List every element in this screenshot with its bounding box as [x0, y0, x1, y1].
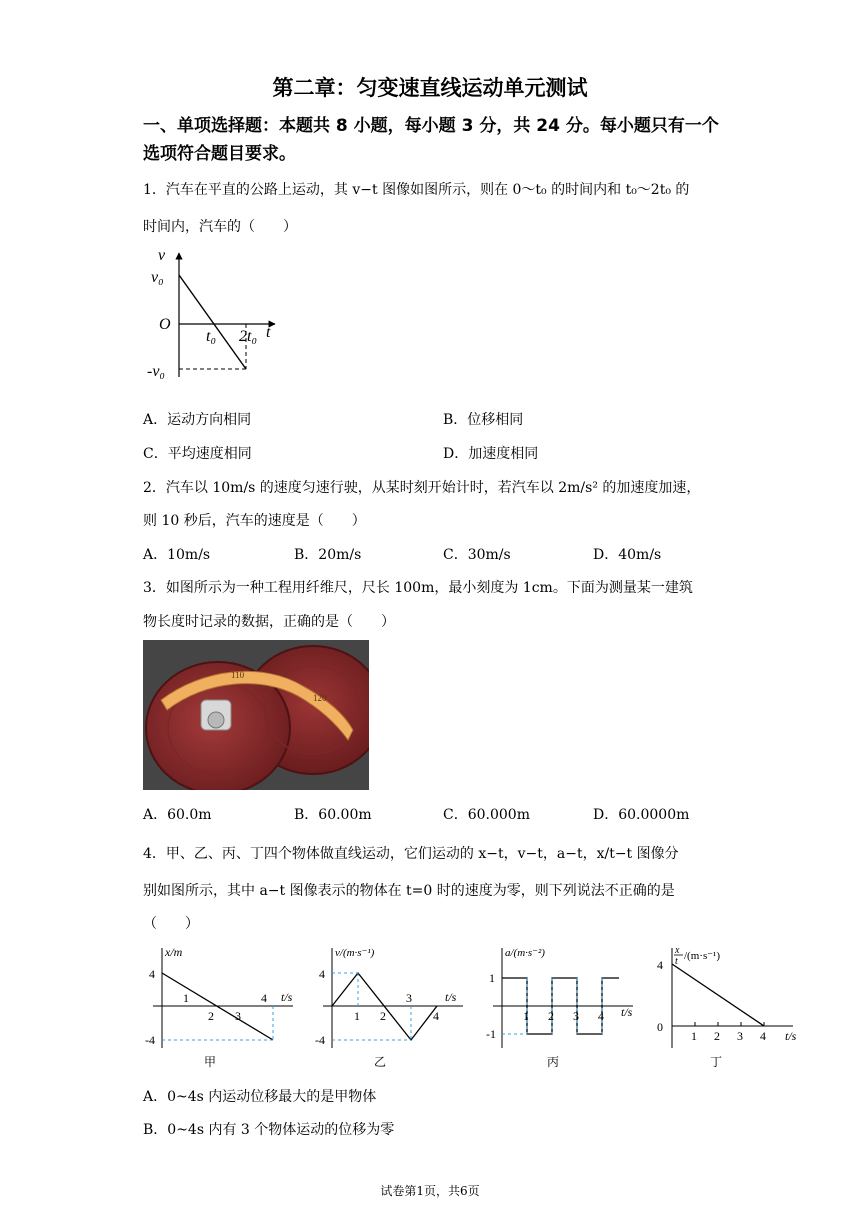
- q1-option-c[interactable]: C．平均速度相同: [143, 446, 252, 462]
- bing-xtick-1: 1: [523, 1009, 529, 1023]
- q1-option-b[interactable]: B．位移相同: [443, 412, 524, 428]
- ding-ylabel-num: x: [675, 945, 680, 956]
- t-label: t: [266, 324, 271, 341]
- question-1-line1: 1．汽车在平直的公路上运动，其 v−t 图像如图所示，则在 0～t₀ 的时间内和 t₀～2t₀ 的: [143, 182, 690, 198]
- bing-xtick-2: 2: [548, 1009, 554, 1023]
- jia-xtick-4: 4: [261, 991, 267, 1005]
- question-3-line2: 物长度时记录的数据，正确的是（ ）: [143, 614, 395, 630]
- ding-xlabel: t/s: [785, 1029, 797, 1043]
- yi-xtick-3: 3: [406, 991, 412, 1005]
- q2-option-d[interactable]: D．40m/s: [593, 547, 662, 563]
- graph-ding-xtt: [653, 942, 813, 1072]
- v0-label: v₀: [151, 269, 164, 286]
- jia-xtick-2: 2: [208, 1009, 214, 1023]
- graph-bing-at: [483, 942, 643, 1072]
- q2-option-b[interactable]: B．20m/s: [294, 547, 362, 563]
- ding-xtick-3: 3: [737, 1029, 743, 1043]
- ding-ytick-4: 4: [657, 958, 663, 972]
- origin-label: O: [159, 316, 171, 333]
- q4-option-a[interactable]: A．0~4s 内运动位移最大的是甲物体: [143, 1089, 377, 1105]
- 2t0-label: 2t₀: [239, 328, 258, 345]
- q3-option-b[interactable]: B．60.00m: [294, 807, 372, 823]
- question-2-line1: 2．汽车以 10m/s 的速度匀速行驶，从某时刻开始计时，若汽车以 2m/s² 的加速度加速，: [143, 480, 701, 496]
- vt-line: [179, 275, 246, 369]
- jia-ytick-4: 4: [149, 967, 155, 981]
- jia-xlabel: t/s: [281, 990, 293, 1004]
- q1-option-d[interactable]: D．加速度相同: [443, 446, 539, 462]
- graph-jia-xt: [143, 942, 303, 1072]
- ding-ytick-0: 0: [657, 1020, 663, 1034]
- question-1-line2: 时间内，汽车的（ ）: [143, 219, 297, 235]
- section-heading-line2: 选项符合题目要求。: [143, 144, 296, 164]
- jia-xtick-1: 1: [183, 991, 189, 1005]
- bing-name: 丙: [547, 1055, 560, 1069]
- bing-xlabel: t/s: [621, 1005, 633, 1019]
- v-label: v: [158, 247, 166, 264]
- q3-option-d[interactable]: D．60.0000m: [593, 807, 690, 823]
- jia-ytick-neg4: -4: [145, 1033, 155, 1047]
- q3-option-a[interactable]: A．60.0m: [143, 807, 212, 823]
- question-4-line3: （ ）: [143, 916, 199, 932]
- tape-mark-120: 120: [313, 693, 327, 703]
- jia-ylabel: x/m: [165, 945, 183, 959]
- page-footer: 试卷第1页，共6页: [380, 1184, 480, 1198]
- ding-ylabel-den: t: [675, 956, 678, 967]
- yi-ytick-neg4: -4: [315, 1033, 325, 1047]
- q4-option-b[interactable]: B．0~4s 内有 3 个物体运动的位移为零: [143, 1122, 395, 1138]
- question-2-line2: 则 10 秒后，汽车的速度是（ ）: [143, 513, 366, 529]
- bing-ytick-1: 1: [489, 971, 495, 985]
- yi-xlabel: t/s: [445, 990, 457, 1004]
- ding-xtick-1: 1: [691, 1029, 697, 1043]
- page-title: 第二章：匀变速直线运动单元测试: [272, 76, 588, 100]
- q2-option-c[interactable]: C．30m/s: [443, 547, 511, 563]
- jia-xtick-3: 3: [235, 1009, 241, 1023]
- yi-xtick-4: 4: [433, 1009, 439, 1023]
- tape-measure-illustration: [143, 640, 369, 790]
- yi-ytick-4: 4: [319, 967, 325, 981]
- ding-ylabel-unit: /(m·s⁻¹): [684, 950, 720, 962]
- yi-xtick-2: 2: [380, 1009, 386, 1023]
- bing-ylabel: a/(m·s⁻²): [505, 947, 545, 959]
- jia-name: 甲: [204, 1055, 217, 1069]
- graph-yi-vt: [313, 942, 473, 1072]
- yi-xtick-1: 1: [354, 1009, 360, 1023]
- tape-mark-110: 110: [231, 670, 245, 680]
- section-heading-line1: 一、单项选择题：本题共 8 小题，每小题 3 分，共 24 分。每小题只有一个: [143, 116, 719, 136]
- yi-name: 乙: [374, 1055, 387, 1069]
- section-heading: [143, 112, 743, 168]
- bing-xtick-3: 3: [573, 1009, 579, 1023]
- q3-option-c[interactable]: C．60.000m: [443, 807, 530, 823]
- neg-v0-label: -v₀: [147, 363, 165, 380]
- ding-line: [672, 964, 764, 1026]
- tape-measure-photo: [143, 640, 369, 790]
- t0-label: t₀: [206, 328, 217, 345]
- question-4-line2: 别如图所示，其中 a−t 图像表示的物体在 t=0 时的速度为零，则下列说法不正确的是: [143, 883, 675, 899]
- question-1-vt-graph: [143, 245, 293, 385]
- ding-xtick-4: 4: [760, 1029, 766, 1043]
- question-3-line1: 3．如图所示为一种工程用纤维尺，尺长 100m，最小刻度为 1cm。下面为测量某一建筑: [143, 580, 693, 596]
- bing-ytick-neg1: -1: [486, 1027, 496, 1041]
- question-4-line1: 4．甲、乙、丙、丁四个物体做直线运动，它们运动的 x−t，v−t，a−t，x/t−t 图像分: [143, 846, 679, 862]
- q1-option-a[interactable]: A．运动方向相同: [143, 412, 252, 428]
- yi-ylabel: v/(m·s⁻¹): [335, 947, 375, 959]
- ding-xtick-2: 2: [714, 1029, 720, 1043]
- q2-option-a[interactable]: A．10m/s: [143, 547, 211, 563]
- ding-name: 丁: [710, 1055, 723, 1069]
- bing-xtick-4: 4: [598, 1009, 604, 1023]
